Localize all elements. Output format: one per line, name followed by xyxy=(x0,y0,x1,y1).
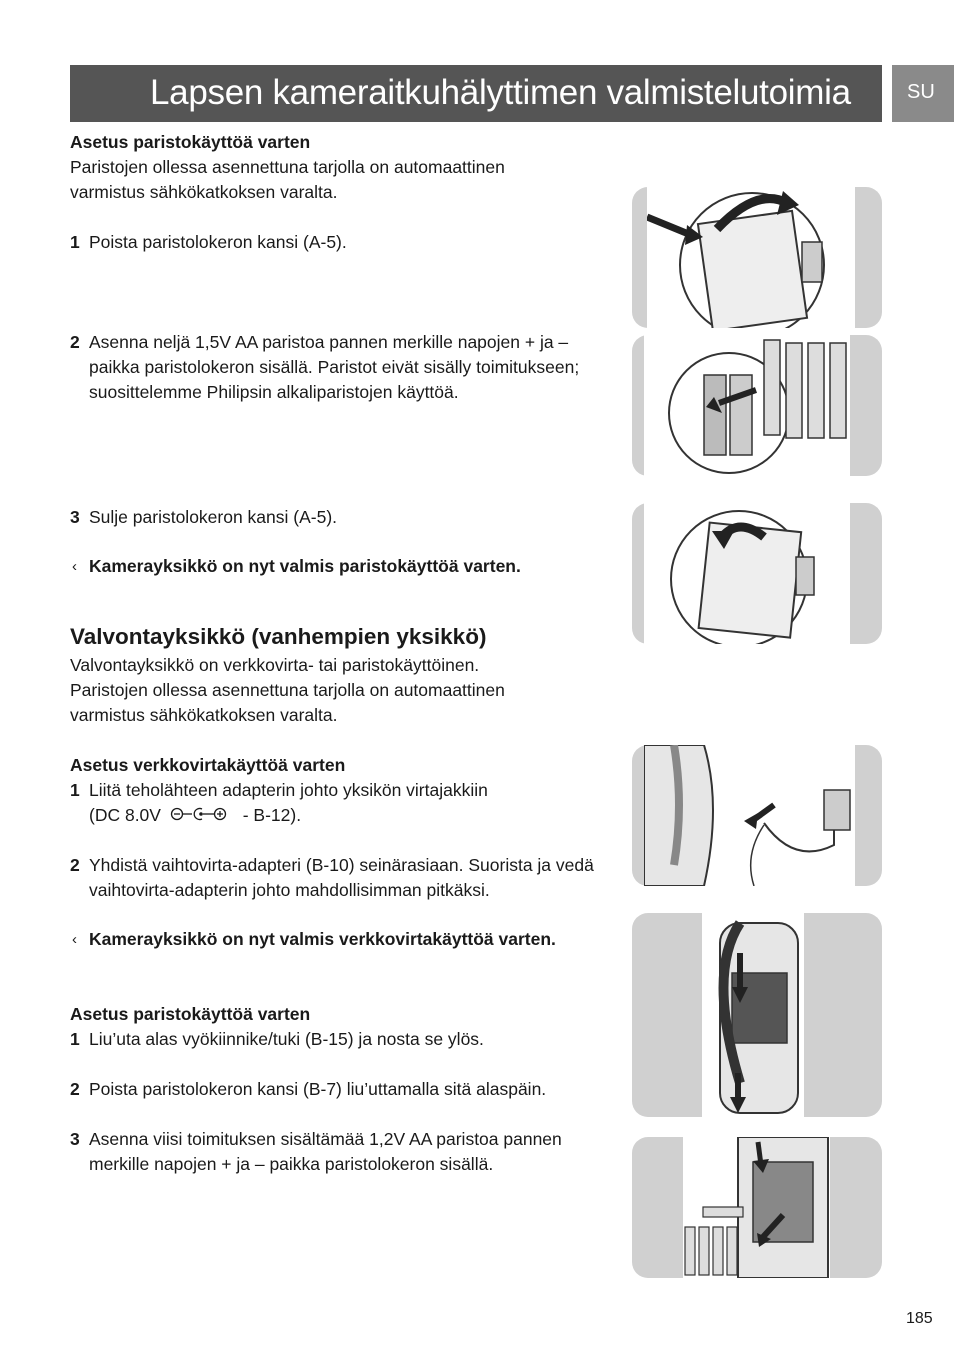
intro-line: varmistus sähkökatkoksen varalta. xyxy=(70,705,338,725)
step-number: 2 xyxy=(70,1079,80,1099)
battery-step-1-belt-clip xyxy=(70,1027,615,1052)
illustration-close-cover-a xyxy=(632,503,882,644)
illustration-belt-clip xyxy=(632,913,882,1117)
title-bar xyxy=(70,65,882,122)
step-text: Asenna viisi toimituksen sisältämää 1,2V AA paristoa pannen merkille napojen + ja – paikka paristolokeron sisällä. xyxy=(89,1129,562,1174)
step-text xyxy=(89,778,615,828)
language-code: SU xyxy=(907,81,935,103)
step-text: Asenna neljä 1,5V AA paristoa pannen merkille napojen + ja – paikka paristolokeron sisällä. Paristot eivät sisälly toimitukseen; suosittelemme Philipsin alkaliparistojen käyttöä. xyxy=(89,332,580,402)
subheading-battery-parent: Asetus paristokäyttöä varten xyxy=(70,1004,311,1024)
step-number: 3 xyxy=(70,1129,80,1149)
section-heading-parent-unit: Valvontayksikkö (vanhempien yksikkö) xyxy=(70,624,487,649)
step-text-line: Liitä teholähteen adapterin johto yksikön virtajakkiin xyxy=(89,780,488,800)
result-battery-ready xyxy=(70,554,615,579)
step-number: 1 xyxy=(70,780,80,800)
step-text: Liu’uta alas vyökiinnike/tuki (B-15) ja nosta se ylös. xyxy=(89,1029,484,1049)
result-mains-ready xyxy=(70,927,615,952)
mains-step-2-plug-in xyxy=(70,853,615,903)
step-1-remove-cover xyxy=(70,230,615,255)
illustration-connect-adapter xyxy=(632,745,882,886)
result-text: Kamerayksikkö on nyt valmis paristokäyttöä varten. xyxy=(89,556,521,576)
intro-line: varmistus sähkökatkoksen varalta. xyxy=(70,182,338,202)
step-number: 2 xyxy=(70,855,80,875)
subheading-mains: Asetus verkkovirtakäyttöä varten xyxy=(70,755,346,775)
result-text: Kamerayksikkö on nyt valmis verkkovirtakäyttöä varten. xyxy=(89,929,556,949)
step-text: Poista paristolokeron kansi (A-5). xyxy=(89,232,347,252)
component-ref: - B-12). xyxy=(242,805,302,825)
batteries-insert-icon xyxy=(644,335,850,476)
mains-step-1-connect-adapter xyxy=(70,778,615,828)
result-bullet: ‹ xyxy=(72,558,77,575)
step-number: 2 xyxy=(70,332,80,352)
step-text: Yhdistä vaihtovirta-adapteri (B-10) seinärasiaan. Suorista ja vedä vaihtovirta-adapterin johto mahdollisimman pitkäksi. xyxy=(89,855,594,900)
battery-step-3-insert-batteries xyxy=(70,1127,615,1177)
battery-step-2-remove-cover xyxy=(70,1077,615,1102)
illustration-insert-batteries-b xyxy=(632,1137,882,1278)
belt-clip-icon xyxy=(702,913,804,1117)
page-title: Lapsen kameraitkuhälyttimen valmistelutoimia xyxy=(150,73,851,112)
voltage-label: (DC 8.0V xyxy=(89,805,161,825)
polarity-symbol-icon xyxy=(170,807,234,823)
batteries-insert-icon xyxy=(683,1137,830,1278)
step-number: 1 xyxy=(70,1029,80,1049)
result-bullet: ‹ xyxy=(72,931,77,948)
step-text: Poista paristolokeron kansi (B-7) liu’uttamalla sitä alaspäin. xyxy=(89,1079,547,1099)
intro-line: Paristojen ollessa asennettuna tarjolla on automaattinen xyxy=(70,680,505,700)
step-number: 1 xyxy=(70,232,80,252)
illustration-remove-cover-a xyxy=(632,187,882,328)
battery-cover-close-icon xyxy=(644,503,850,644)
intro-line: Paristojen ollessa asennettuna tarjolla on automaattinen xyxy=(70,157,505,177)
subheading-battery-camera: Asetus paristokäyttöä varten xyxy=(70,132,311,152)
step-number: 3 xyxy=(70,507,80,527)
step-text: Sulje paristolokeron kansi (A-5). xyxy=(89,507,338,527)
illustration-insert-batteries-a xyxy=(632,335,882,476)
page-number: 185 xyxy=(906,1310,933,1327)
intro-line: Valvontayksikkö on verkkovirta- tai paristokäyttöinen. xyxy=(70,655,480,675)
language-tab xyxy=(892,65,954,122)
step-2-insert-batteries xyxy=(70,330,615,405)
step-3-close-cover xyxy=(70,505,615,530)
power-adapter-icon xyxy=(644,745,855,886)
battery-cover-open-icon xyxy=(647,187,855,328)
